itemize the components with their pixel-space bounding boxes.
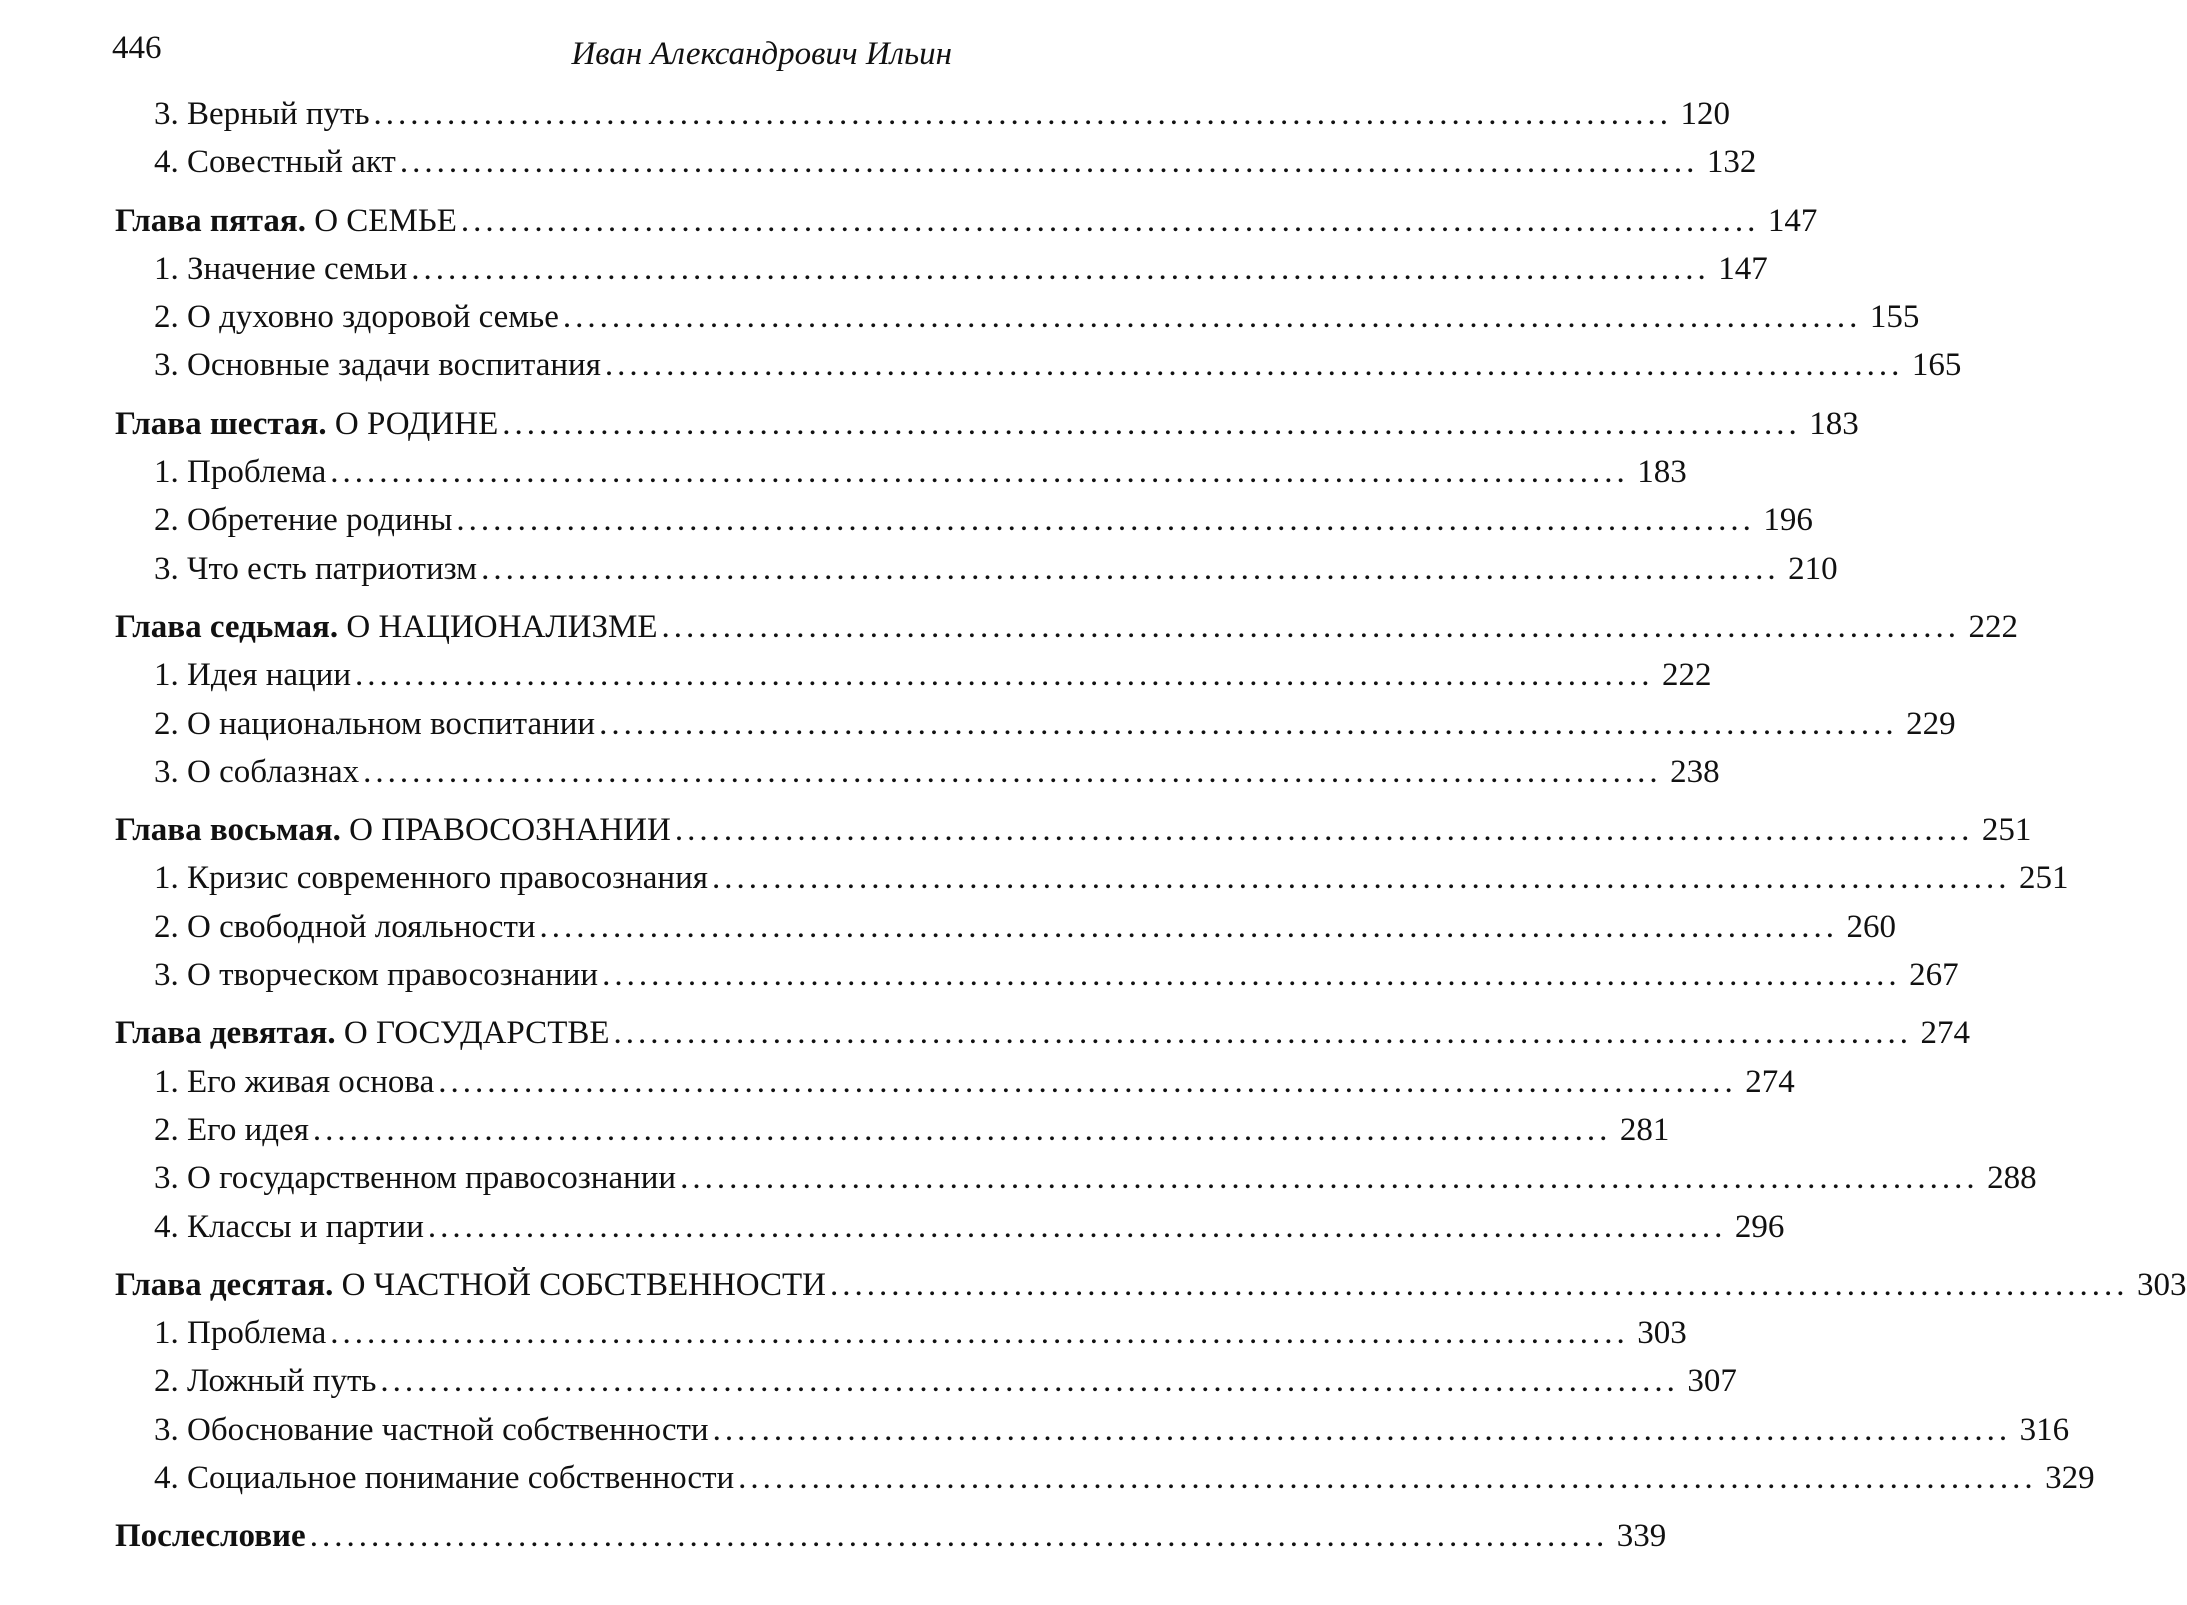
toc-entry-label	[154, 754, 359, 791]
toc-entry-title: О ПРАВОСОЗНАНИИ	[340, 812, 671, 849]
page-header	[112, 22, 952, 72]
dot-leader: ..........................................................................................................	[539, 908, 1839, 945]
dot-leader: ..........................................................................................................	[613, 1015, 1913, 1052]
toc-entry-title: 1. Значение семьи	[154, 250, 408, 287]
toc-entry-title: 1. Кризис современного правосознания	[154, 860, 708, 897]
dot-leader: ..........................................................................................................	[427, 1208, 1727, 1245]
toc-page-number: 183	[1637, 454, 1687, 491]
toc-chapter-entry	[115, 812, 2032, 860]
toc-entry-title: 4. Социальное понимание собственности	[154, 1460, 735, 1497]
toc-page-number: 303	[1637, 1315, 1687, 1352]
toc-entry-title: 3. Что есть патриотизм	[154, 550, 478, 587]
toc-entry-label	[154, 909, 536, 946]
toc-page-number: 147	[1767, 202, 1818, 239]
dot-leader: ..........................................................................................................	[355, 657, 1654, 694]
toc-entry-label	[154, 96, 370, 133]
toc-page-number: 274	[1745, 1063, 1795, 1100]
toc-page-number: 251	[1981, 812, 2032, 849]
toc-page-number: 155	[1869, 299, 1920, 336]
toc-entry-title: 1. Идея нации	[154, 657, 351, 694]
toc-entry-title: О СЕМЬЕ	[305, 202, 457, 239]
toc-entry-title: О ГОСУДАРСТВЕ	[335, 1015, 610, 1052]
toc-entry-label	[154, 1160, 676, 1197]
toc-page-number: 339	[1616, 1518, 1667, 1555]
toc-entry-label	[115, 1015, 610, 1052]
toc-entry	[115, 657, 1712, 705]
toc-entry-title: 2. О духовно здоровой семье	[154, 299, 559, 336]
toc-page-number: 222	[1968, 608, 2019, 645]
toc-entry	[115, 96, 1731, 144]
toc-entry-label	[115, 609, 658, 646]
toc-entry-label	[115, 203, 457, 240]
toc-entry-label	[154, 657, 351, 694]
toc-page-number: 222	[1662, 657, 1712, 694]
toc-page-number: 120	[1680, 96, 1731, 132]
dot-leader: ..........................................................................................................	[411, 250, 1710, 287]
toc-chapter-entry	[115, 1015, 1971, 1063]
toc-page-number: 251	[2018, 860, 2069, 897]
dot-leader: ..........................................................................................................	[363, 753, 1662, 790]
toc-entry-title: 3. О государственном правосознании	[154, 1160, 677, 1197]
toc-entry-title: 2. Ложный путь	[154, 1363, 377, 1400]
toc-chapter-prefix: Послесловие	[115, 1518, 306, 1555]
toc-entry	[115, 753, 1720, 802]
toc-entry-title: 1. Проблема	[154, 454, 327, 491]
running-title: Иван Александрович Ильин	[571, 36, 952, 72]
toc-entry	[115, 1460, 2095, 1508]
toc-chapter-prefix: Глава пятая.	[115, 202, 306, 239]
dot-leader: ..........................................................................................................	[438, 1063, 1737, 1100]
toc-entry-title: 2. Обретение родины	[154, 502, 453, 539]
toc-entry-title: О РОДИНЕ	[326, 405, 499, 442]
toc-entry-title: 2. О свободной лояльности	[154, 908, 536, 945]
toc-entry-label	[154, 1209, 424, 1246]
toc-entry-label	[115, 1518, 306, 1555]
toc-entry-label	[154, 299, 559, 336]
toc-chapter-prefix: Глава шестая.	[115, 405, 327, 442]
toc-page-number: 196	[1763, 502, 1813, 539]
toc-entry	[115, 957, 1959, 1005]
toc-entry-label	[154, 551, 477, 588]
toc-entry-label	[115, 1267, 826, 1304]
toc-entry	[115, 347, 1962, 395]
toc-chapter-entry	[115, 405, 1859, 454]
toc-entry-label	[115, 406, 498, 443]
toc-entry	[115, 1160, 2037, 1208]
toc-entry-title: 3. О творческом правосознании	[154, 957, 599, 994]
toc-entry-label	[154, 144, 396, 181]
toc-entry-title: 2. О национальном воспитании	[154, 705, 596, 742]
toc-page-number: 238	[1670, 753, 1720, 790]
toc-entry-label	[154, 860, 708, 897]
toc-entry	[115, 502, 1813, 550]
toc-entry	[115, 860, 2069, 908]
toc-entry-label	[154, 1112, 309, 1149]
dot-leader: ..........................................................................................................	[481, 550, 1780, 587]
toc-entry-label	[154, 1363, 376, 1400]
toc-entry-label	[115, 812, 671, 849]
toc-page-number: 303	[2137, 1266, 2187, 1303]
toc-entry-title: 1. Его живая основа	[154, 1063, 435, 1100]
toc-entry	[115, 1411, 2070, 1460]
toc-entry-label	[154, 706, 595, 743]
toc-entry-label	[154, 1315, 326, 1352]
table-of-contents	[115, 96, 2187, 1567]
dot-leader: ..........................................................................................................	[330, 454, 1629, 491]
toc-page-number: 165	[1911, 347, 1962, 384]
toc-chapter-entry	[115, 608, 2019, 657]
toc-entry-title: 3. О соблазнах	[154, 753, 360, 790]
dot-leader: ..........................................................................................................	[312, 1111, 1612, 1148]
toc-entry-label	[154, 251, 407, 288]
dot-leader: ..........................................................................................................	[602, 957, 1901, 994]
toc-chapter-entry	[115, 1518, 1667, 1566]
toc-page-number: 183	[1809, 405, 1859, 442]
toc-chapter-entry	[115, 202, 1818, 251]
toc-entry	[115, 144, 1757, 192]
toc-entry-title: О ЧАСТНОЙ СОБСТВЕННОСТИ	[333, 1266, 827, 1303]
toc-entry	[115, 1363, 1737, 1411]
dot-leader: ..........................................................................................................	[309, 1518, 1609, 1555]
dot-leader: ..........................................................................................................	[661, 608, 1961, 645]
toc-entry-title: 4. Совестный акт	[154, 144, 396, 181]
toc-entry-label	[154, 454, 326, 491]
toc-entry	[115, 299, 1920, 347]
toc-entry	[115, 1315, 1687, 1363]
dot-leader: ..........................................................................................................	[373, 96, 1673, 132]
toc-entry-title: 2. Его идея	[154, 1111, 309, 1148]
dot-leader: ..........................................................................................................	[502, 405, 1801, 442]
toc-page-number: 229	[1906, 705, 1956, 742]
toc-entry	[115, 1063, 1795, 1112]
toc-chapter-prefix: Глава десятая.	[115, 1266, 334, 1303]
toc-entry	[115, 1111, 1670, 1160]
dot-leader: ..........................................................................................................	[562, 299, 1862, 336]
toc-entry-title: 1. Проблема	[154, 1315, 327, 1352]
toc-page-number: 307	[1687, 1363, 1737, 1400]
page-number: 446	[112, 30, 162, 66]
dot-leader: ..........................................................................................................	[712, 1411, 2012, 1448]
dot-leader: ..........................................................................................................	[738, 1460, 2037, 1497]
dot-leader: ..........................................................................................................	[380, 1363, 1679, 1400]
toc-entry-title: О НАЦИОНАЛИЗМЕ	[338, 608, 658, 645]
toc-entry	[115, 550, 1838, 599]
toc-page-number: 132	[1706, 144, 1757, 181]
toc-entry-label	[154, 1460, 734, 1497]
toc-entry-label	[154, 502, 452, 539]
dot-leader: ..........................................................................................................	[456, 502, 1755, 539]
dot-leader: ..........................................................................................................	[460, 202, 1760, 239]
toc-chapter-prefix: Глава восьмая.	[115, 812, 341, 849]
toc-page-number: 210	[1788, 550, 1838, 587]
toc-page-number: 260	[1846, 908, 1897, 945]
dot-leader: ..........................................................................................................	[399, 144, 1699, 181]
toc-entry	[115, 705, 1956, 754]
dot-leader: ..........................................................................................................	[680, 1160, 1979, 1197]
toc-chapter-prefix: Глава седьмая.	[115, 608, 339, 645]
dot-leader: ..........................................................................................................	[674, 812, 1974, 849]
toc-page-number: 267	[1909, 957, 1959, 994]
toc-entry-label	[154, 347, 601, 384]
toc-entry-title: 3. Обоснование частной собственности	[154, 1411, 709, 1448]
dot-leader: ..........................................................................................................	[330, 1315, 1629, 1352]
toc-page-number: 316	[2019, 1411, 2070, 1448]
toc-page-number: 281	[1619, 1111, 1670, 1148]
toc-entry-label	[154, 1412, 709, 1449]
toc-entry-title: 3. Верный путь	[154, 96, 370, 132]
dot-leader: ..........................................................................................................	[604, 347, 1904, 384]
toc-page-number: 274	[1920, 1015, 1971, 1052]
toc-page-number: 288	[1987, 1160, 2037, 1197]
toc-page-number: 329	[2045, 1460, 2095, 1497]
toc-entry-label	[154, 1064, 434, 1101]
toc-chapter-prefix: Глава девятая.	[115, 1015, 336, 1052]
toc-entry	[115, 1208, 1785, 1257]
toc-entry-title: 4. Классы и партии	[154, 1208, 424, 1245]
dot-leader: ..........................................................................................................	[830, 1266, 2129, 1303]
toc-entry-title: 3. Основные задачи воспитания	[154, 347, 601, 384]
toc-page-number: 147	[1718, 250, 1768, 287]
toc-entry	[115, 454, 1687, 502]
dot-leader: ..........................................................................................................	[599, 705, 1898, 742]
dot-leader: ..........................................................................................................	[711, 860, 2011, 897]
toc-entry	[115, 908, 1897, 957]
toc-page-number: 296	[1734, 1208, 1785, 1245]
toc-chapter-entry	[115, 1266, 2187, 1315]
toc-entry-label	[154, 957, 598, 994]
toc-entry	[115, 250, 1768, 299]
